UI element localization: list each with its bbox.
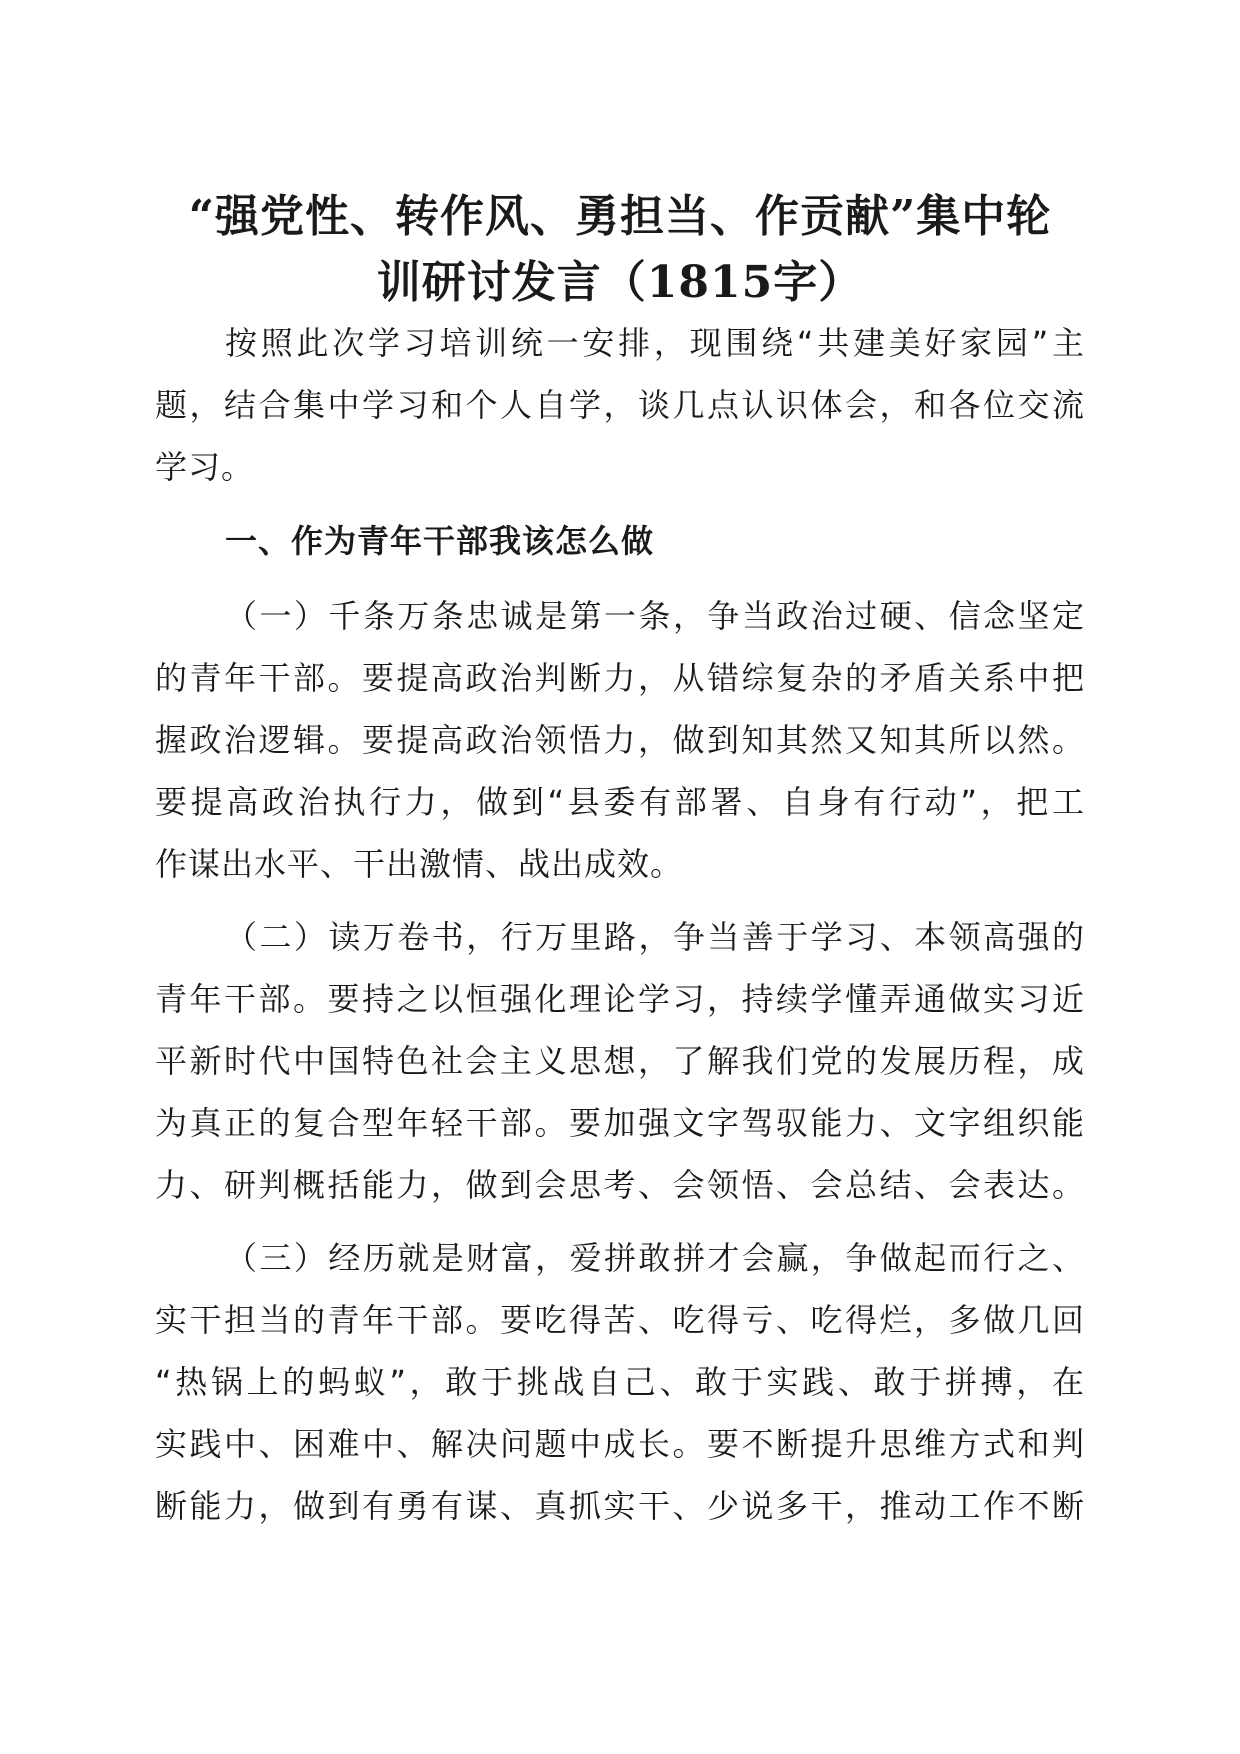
- intro-line: 题，结合集中学习和个人自学，谈几点认识体会，和各位交流: [155, 386, 1085, 424]
- intro-line: 按照此次学习培训统一安排，现围绕“共建美好家园”主: [225, 324, 1085, 362]
- paragraph-line: 力、研判概括能力，做到会思考、会领悟、会总结、会表达。: [155, 1166, 1085, 1204]
- paragraph-line: 断能力，做到有勇有谋、真抓实干、少说多干，推动工作不断: [155, 1487, 1085, 1525]
- document-title-line-1: “强党性、转作风、勇担当、作贡献”集中轮: [188, 191, 1052, 242]
- paragraph-line: 的青年干部。要提高政治判断力，从错综复杂的矛盾关系中把: [155, 659, 1085, 697]
- intro-line: 学习。: [155, 448, 255, 486]
- paragraph-line: 为真正的复合型年轻干部。要加强文字驾驭能力、文字组织能: [155, 1104, 1085, 1142]
- paragraph-line: （一）千条万条忠诚是第一条，争当政治过硬、信念坚定: [225, 597, 1085, 635]
- paragraph-line: （三）经历就是财富，爱拼敢拼才会赢，争做起而行之、: [225, 1239, 1085, 1277]
- paragraph-line: 青年干部。要持之以恒强化理论学习，持续学懂弄通做实习近: [155, 980, 1085, 1018]
- paragraph-line: 平新时代中国特色社会主义思想，了解我们党的发展历程，成: [155, 1042, 1085, 1080]
- paragraph-line: 实践中、困难中、解决问题中成长。要不断提升思维方式和判: [155, 1425, 1085, 1463]
- paragraph-line: “热锅上的蚂蚁”，敢于挑战自己、敢于实践、敢于拼搏，在: [155, 1363, 1085, 1401]
- section-heading: 一、作为青年干部我该怎么做: [225, 522, 655, 560]
- document-title-line-2: 训研讨发言（1815字）: [376, 257, 864, 308]
- paragraph-line: 实干担当的青年干部。要吃得苦、吃得亏、吃得烂，多做几回: [155, 1301, 1085, 1339]
- paragraph-line: 要提高政治执行力，做到“县委有部署、自身有行动”，把工: [155, 783, 1085, 821]
- paragraph-line: 握政治逻辑。要提高政治领悟力，做到知其然又知其所以然。: [155, 721, 1085, 759]
- paragraph-line: 作谋出水平、干出激情、战出成效。: [155, 845, 684, 883]
- paragraph-line: （二）读万卷书，行万里路，争当善于学习、本领高强的: [225, 918, 1085, 956]
